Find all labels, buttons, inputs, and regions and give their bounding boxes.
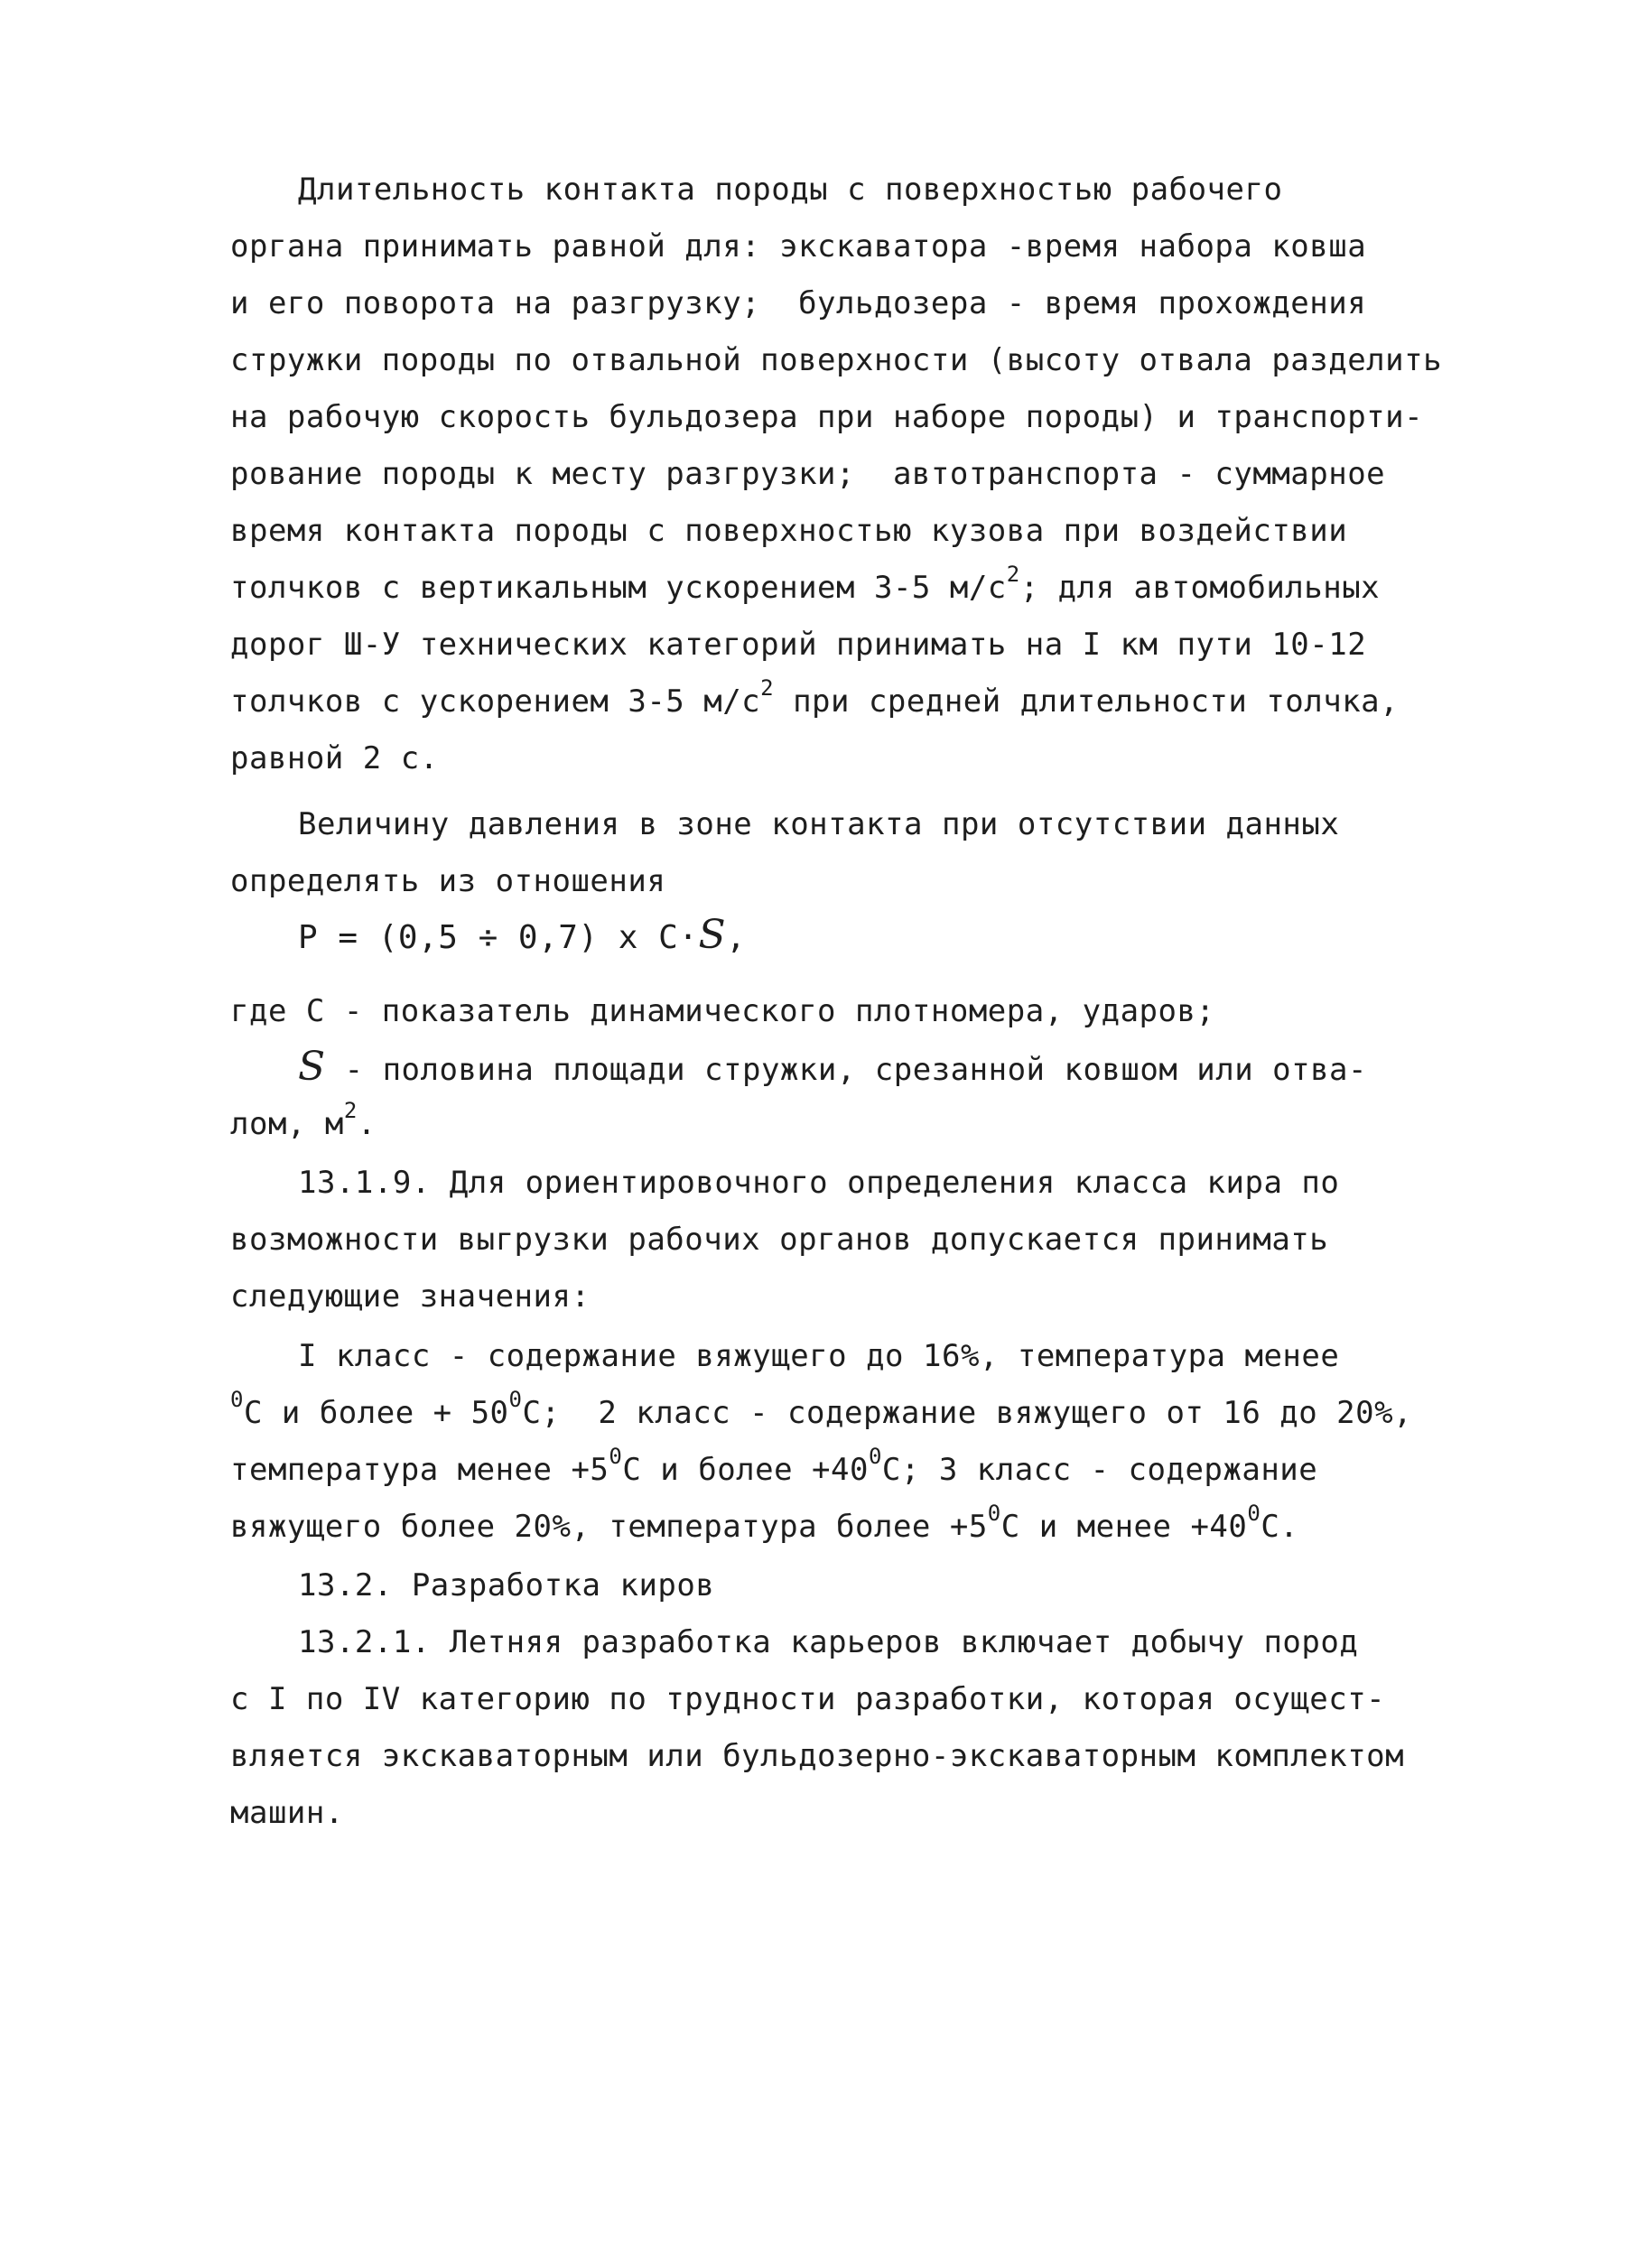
text-fragment: С и менее +40 — [1000, 1509, 1248, 1545]
superscript: 0 — [508, 1386, 523, 1412]
text-fragment: С. — [1261, 1509, 1299, 1545]
superscript: 0 — [868, 1443, 882, 1469]
section-heading: 13.2. Разработка киров — [298, 1567, 715, 1603]
superscript: 0 — [609, 1443, 623, 1469]
formula-tail: , — [726, 919, 747, 956]
superscript: 2 — [343, 1097, 358, 1123]
text-line — [230, 1500, 1299, 1545]
superscript: 2 — [760, 674, 775, 701]
text-line: стружки породы по отвальной поверхности (высоту отвала разделить — [230, 342, 1443, 378]
text-fragment: вяжущего более 20%, температура более +5 — [230, 1509, 988, 1545]
text-line: и его поворота на разгрузку; бульдозера - время прохождения — [230, 285, 1367, 321]
text-line: вляется экскаваторным или бульдозерно-экскаваторным комплектом — [230, 1738, 1405, 1774]
text-fragment: С; 2 класс - содержание вяжущего от 16 до 20%, — [522, 1395, 1413, 1431]
text-line: где С - показатель динамического плотномера, ударов; — [230, 993, 1215, 1029]
text-line — [230, 561, 1381, 606]
text-line: машин. — [230, 1795, 344, 1831]
text-line: дорог Ш-У технических категорий принимать на I км пути 10-12 — [230, 627, 1367, 663]
text-line — [230, 1386, 1413, 1431]
formula-expression: P = (0,5 ÷ 0,7) x C· — [298, 919, 699, 956]
superscript: 0 — [1247, 1500, 1261, 1526]
text-line: следующие значения: — [230, 1278, 591, 1315]
text-fragment: С и более + 50 — [243, 1395, 509, 1431]
area-symbol: S — [298, 1044, 326, 1090]
text-fragment: - половина площади стружки, срезанной ковшом или отва- — [325, 1052, 1367, 1088]
text-fragment: толчков с вертикальным ускорением 3-5 м/с — [230, 570, 1007, 606]
text-fragment: ; для автомобильных — [1019, 570, 1381, 606]
text-fragment: при средней длительности толчка, — [774, 683, 1400, 720]
text-line: на рабочую скорость бульдозера при наборе породы) и транспорти- — [230, 399, 1424, 435]
text-line: Величину давления в зоне контакта при отсутствии данных — [298, 806, 1340, 842]
text-fragment: толчков с ускорением 3-5 м/с — [230, 683, 761, 720]
text-fragment: С; 3 класс - содержание — [881, 1452, 1318, 1488]
text-line: органа принимать равной для: экскаватора -время набора ковша — [230, 228, 1367, 265]
text-line: определять из отношения — [230, 863, 666, 899]
text-line — [230, 1097, 377, 1142]
text-line: Длительность контакта породы с поверхностью рабочего — [298, 172, 1283, 208]
text-line: время контакта породы с поверхностью кузова при воздействии — [230, 513, 1348, 549]
text-line: 13.1.9. Для ориентировочного определения класса кира по — [298, 1165, 1340, 1201]
text-line: с I по IV категорию по трудности разработки, которая осущест- — [230, 1681, 1386, 1717]
text-line: возможности выгрузки рабочих органов допускается принимать — [230, 1222, 1329, 1258]
text-line — [298, 1044, 1367, 1090]
text-line — [230, 1443, 1318, 1488]
area-symbol: S — [698, 912, 727, 958]
text-line: 13.2.1. Летняя разработка карьеров включает добычу пород — [298, 1624, 1359, 1660]
superscript: 0 — [987, 1500, 1001, 1526]
text-fragment: лом, м — [230, 1106, 344, 1142]
superscript: 2 — [1006, 561, 1020, 587]
superscript: 0 — [230, 1386, 244, 1412]
text-fragment: . — [357, 1106, 377, 1142]
text-fragment: температура менее +5 — [230, 1452, 609, 1488]
text-line: равной 2 с. — [230, 740, 439, 776]
text-line — [230, 674, 1400, 720]
text-line: I класс - содержание вяжущего до 16%, температура менее — [298, 1338, 1340, 1374]
text-fragment: С и более +40 — [622, 1452, 869, 1488]
text-line: рование породы к месту разгрузки; автотранспорта - суммарное — [230, 456, 1386, 492]
formula — [298, 912, 747, 958]
